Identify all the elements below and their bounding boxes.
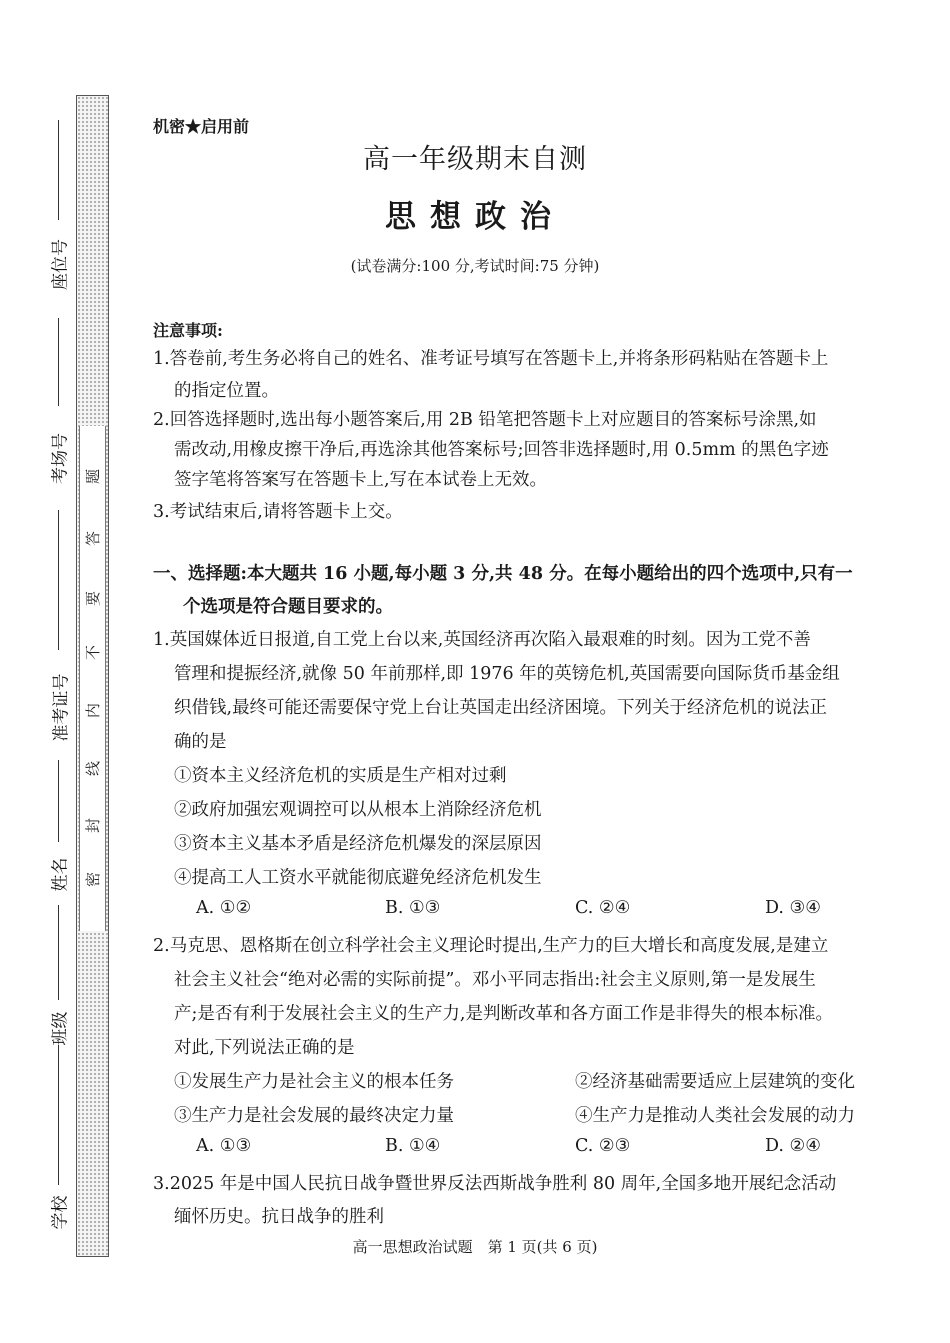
seal-char: 密 xyxy=(84,872,102,888)
question-2-stem: 产;是否有利于发展社会主义的生产力,是判断改革和各方面工作是非得失的根本标准。 xyxy=(174,1004,833,1024)
question-2-statement: ②经济基础需要适应上层建筑的变化 xyxy=(575,1072,855,1092)
question-2-option-b[interactable]: B. ①④ xyxy=(385,1136,441,1156)
question-1-stem: 确的是 xyxy=(174,732,227,752)
question-1-statement: ②政府加强宏观调控可以从根本上消除经济危机 xyxy=(174,800,542,820)
notice-line: 的指定位置。 xyxy=(174,381,279,401)
class-label: 班级 xyxy=(50,1011,71,1046)
question-1-statement: ④提高工人工资水平就能彻底避免经济危机发生 xyxy=(174,868,542,888)
seal-char: 封 xyxy=(84,818,102,834)
question-1-stem: 1.英国媒体近日报道,自工党上台以来,英国经济再次陷入最艰难的时刻。因为工党不善 xyxy=(153,630,811,650)
seal-area xyxy=(79,426,106,931)
question-2-stem: 2.马克思、恩格斯在创立科学社会主义理论时提出,生产力的巨大增长和高度发展,是建立 xyxy=(153,936,829,956)
exam-room-label: 考场号 xyxy=(50,433,71,484)
question-1-option-c[interactable]: C. ②④ xyxy=(575,898,631,918)
seal-char: 题 xyxy=(84,469,102,485)
question-2-statement: ④生产力是推动人类社会发展的动力 xyxy=(575,1106,855,1126)
question-1-option-b[interactable]: B. ①③ xyxy=(385,898,441,918)
seal-char: 要 xyxy=(84,591,102,607)
school-line[interactable] xyxy=(58,1045,59,1185)
admission-number-line[interactable] xyxy=(58,510,59,650)
class-line[interactable] xyxy=(58,905,59,1000)
question-1-stem: 织借钱,最终可能还需要保守党上台让英国走出经济困境。下列关于经济危机的说法正 xyxy=(174,698,828,718)
question-1-stem: 管理和提振经济,就像 50 年前那样,即 1976 年的英镑危机,英国需要向国际货币基金组 xyxy=(174,664,840,684)
page-footer: 高一思想政治试题 第 1 页(共 6 页) xyxy=(352,1238,598,1256)
exam-room-line[interactable] xyxy=(58,318,59,406)
seal-char: 内 xyxy=(84,703,102,719)
question-2-stem: 社会主义社会“绝对必需的实际前提”。邓小平同志指出:社会主义原则,第一是发展生 xyxy=(174,970,816,990)
section-heading: 个选项是符合题目要求的。 xyxy=(183,597,393,617)
question-2-option-a[interactable]: A. ①③ xyxy=(196,1136,252,1156)
seal-char: 线 xyxy=(84,761,102,777)
question-2-statement: ①发展生产力是社会主义的根本任务 xyxy=(174,1072,454,1092)
seat-number-label: 座位号 xyxy=(50,239,71,290)
question-1-option-d[interactable]: D. ③④ xyxy=(765,898,821,918)
question-1-statement: ①资本主义经济危机的实质是生产相对过剩 xyxy=(174,766,507,786)
question-2-option-c[interactable]: C. ②③ xyxy=(575,1136,631,1156)
name-line[interactable] xyxy=(58,760,59,842)
exam-title: 高一年级期末自测 xyxy=(363,144,587,175)
notice-heading: 注意事项: xyxy=(153,321,223,340)
seal-char: 不 xyxy=(84,645,102,661)
notice-line: 1.答卷前,考生务必将自己的姓名、准考证号填写在答题卡上,并将条形码粘贴在答题卡上 xyxy=(153,349,829,369)
school-label: 学校 xyxy=(50,1195,71,1230)
notice-line: 3.考试结束后,请将答题卡上交。 xyxy=(153,502,403,522)
question-2-stem: 对此,下列说法正确的是 xyxy=(174,1038,355,1058)
exam-info: (试卷满分:100 分,考试时间:75 分钟) xyxy=(350,257,600,275)
question-3-stem: 3.2025 年是中国人民抗日战争暨世界反法西斯战争胜利 80 周年,全国多地开展纪念活动 xyxy=(153,1174,837,1194)
notice-line: 需改动,用橡皮擦干净后,再选涂其他答案标号;回答非选择题时,用 0.5mm 的黑色字迹 xyxy=(174,440,829,460)
question-1-statement: ③资本主义基本矛盾是经济危机爆发的深层原因 xyxy=(174,834,542,854)
section-heading: 一、选择题:本大题共 16 小题,每小题 3 分,共 48 分。在每小题给出的四个选项中,只有一 xyxy=(153,564,853,584)
notice-line: 2.回答选择题时,选出每小题答案后,用 2B 铅笔把答题卡上对应题目的答案标号涂黑,如 xyxy=(153,410,817,430)
question-2-statement: ③生产力是社会发展的最终决定力量 xyxy=(174,1106,454,1126)
question-1-option-a[interactable]: A. ①② xyxy=(196,898,252,918)
confidential-mark: 机密★启用前 xyxy=(153,117,250,136)
question-2-option-d[interactable]: D. ②④ xyxy=(765,1136,821,1156)
notice-line: 签字笔将答案写在答题卡上,写在本试卷上无效。 xyxy=(174,470,548,490)
admission-number-label: 准考证号 xyxy=(51,673,72,742)
name-label: 姓名 xyxy=(50,857,71,892)
subject-title: 思想政治 xyxy=(385,199,565,235)
question-3-stem: 缅怀历史。抗日战争的胜利 xyxy=(174,1207,384,1227)
seal-char: 答 xyxy=(84,531,102,547)
